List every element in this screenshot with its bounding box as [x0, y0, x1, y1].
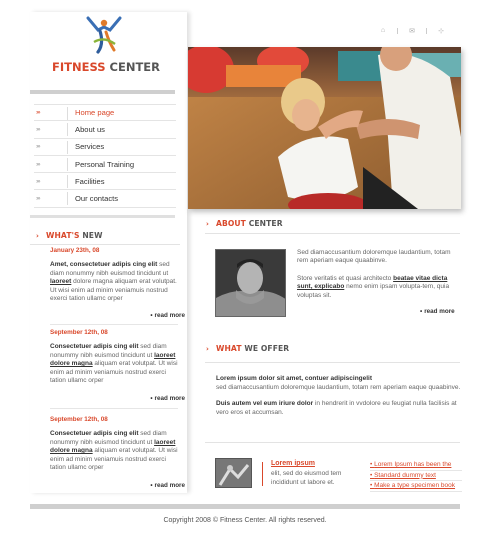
news-item: [50, 416, 182, 473]
divider: [30, 215, 175, 218]
menu-item-services[interactable]: [34, 139, 176, 156]
news-link[interactable]: laoreet dolore magna: [50, 438, 176, 455]
site-title: [30, 60, 182, 74]
arrow-icon: ›››: [36, 177, 40, 185]
arrow-icon: ›››: [36, 195, 40, 203]
divider: [205, 442, 460, 443]
promo-link[interactable]: [370, 471, 462, 482]
copyright: Copyright 2008 © Fitness Center. All rights reserved.: [163, 517, 327, 524]
bullet-icon: •: [150, 395, 153, 402]
heading-part1: WHAT'S: [46, 231, 80, 240]
read-more-link[interactable]: [150, 482, 185, 489]
bullet-icon: •: [420, 308, 423, 315]
news-link[interactable]: laoreet dolore magna: [50, 351, 176, 368]
bullet-icon: •: [370, 482, 375, 489]
menu-item-label: Our contacts: [75, 194, 119, 204]
read-more-label: read more: [154, 312, 185, 319]
news-text: aliquam erat volutpat. Ut wisi enim ad minim veniamuis nostrud exerci tation ullamc orper: [50, 360, 178, 385]
top-utility-icons: [378, 27, 446, 35]
man-portrait-photo: [216, 250, 286, 317]
news-text: sed diam nonummy nibh euismod tincidunt ut: [50, 261, 170, 277]
offer-text: [216, 375, 461, 417]
menu-item-personal-training[interactable]: [34, 156, 176, 173]
bullet-icon: •: [370, 471, 375, 479]
read-more-link[interactable]: [150, 312, 185, 319]
news-lead: Consectetuer adipis cing elit: [50, 343, 139, 350]
news-item: [50, 329, 182, 386]
divider: [30, 244, 180, 245]
offer-body: sed diamaccusantium doloremque laudantium, totam rem aperiam eaque quaabinve.: [216, 383, 461, 391]
menu-item-label: Services: [75, 142, 105, 152]
what-we-offer-heading: [206, 344, 289, 353]
arrow-icon: ›››: [36, 125, 40, 133]
site-title-part1: FITNESS: [52, 60, 106, 74]
arrow-icon: ›››: [36, 143, 40, 151]
divider: [67, 175, 68, 188]
promo-link[interactable]: [370, 481, 462, 492]
home-icon[interactable]: ⌂: [380, 27, 386, 34]
read-more-link[interactable]: [150, 395, 185, 402]
promo-link-label: Lorem Ipsum has been the: [374, 461, 452, 468]
bullet-icon: ›: [206, 220, 209, 228]
heading-part2: CENTER: [245, 219, 283, 228]
news-date: September 12th, 08: [50, 416, 108, 423]
about-text: nemo enim ipsam volupta-tem, quia voluptas sit.: [297, 283, 450, 299]
heading-part1: ABOUT: [216, 219, 246, 228]
read-more-link[interactable]: [420, 308, 455, 315]
divider: [426, 28, 427, 34]
news-text: sed diam nonummy nibh euismod tincidunt ut: [50, 343, 167, 359]
divider: [205, 362, 460, 363]
menu-item-facilities[interactable]: [34, 173, 176, 190]
menu-item-label: Facilities: [75, 176, 105, 186]
about-link[interactable]: beatae vitae dicta sunt, explicabo: [297, 274, 448, 291]
fitness-training-photo: [188, 47, 461, 209]
arrow-icon: ›››: [36, 160, 40, 168]
promo-link[interactable]: [370, 460, 462, 471]
divider: [67, 141, 68, 154]
bullet-icon: •: [370, 461, 375, 468]
offer-lead: Duis autem vel eum iriure dolor: [216, 400, 314, 408]
promo-link-label: Make a type specimen book: [374, 482, 456, 489]
bullet-icon: ›: [36, 232, 39, 240]
news-body: [50, 261, 182, 304]
whats-new-heading: [36, 231, 103, 240]
promo-thumbnail[interactable]: [215, 458, 252, 488]
news-date: September 12th, 08: [50, 329, 108, 336]
site-title-part2: CENTER: [105, 60, 160, 74]
news-item: [50, 247, 182, 304]
news-link[interactable]: laoreet: [50, 278, 72, 286]
about-text: [297, 249, 461, 300]
divider: [67, 158, 68, 171]
menu-item-contacts[interactable]: [34, 190, 176, 207]
menu-item-label: Personal Training: [75, 159, 135, 169]
main-menu: [34, 104, 176, 208]
arrow-icon: ›››: [36, 109, 40, 117]
news-text: aliquam erat volutpat. Ut wisi enim ad minim veniamuis nostrud exerci tation ullamc orper: [50, 447, 178, 472]
hero-image: [188, 47, 461, 209]
promo-title-link[interactable]: Lorem ipsum: [271, 460, 315, 467]
promo-text: elit, sed do eiusmod tem incididunt ut labore et.: [271, 470, 342, 486]
workout-photo: [216, 459, 252, 488]
news-text: dolore magna aliquam erat volutpat. Ut wisi enim ad minim veniamuis nostrud exerci tation ullamc orper: [50, 278, 177, 303]
about-center-heading: [206, 219, 283, 228]
read-more-label: read more: [154, 482, 185, 489]
mail-icon[interactable]: ✉: [409, 28, 415, 35]
logo[interactable]: [30, 12, 187, 92]
about-paragraph: [297, 275, 461, 300]
offer-body: in hendrerit in vvdolore eu feugiat nulla facilisis at vero eros et accumsan.: [216, 400, 457, 416]
divider: [50, 324, 178, 325]
divider: [67, 123, 68, 136]
read-more-label: read more: [154, 395, 185, 402]
athlete-logo-icon: [82, 14, 126, 54]
divider: [67, 192, 68, 205]
news-date: January 23th, 08: [50, 247, 100, 254]
menu-item-home[interactable]: [34, 104, 176, 121]
sitemap-icon[interactable]: ⊹: [438, 28, 444, 35]
heading-part1: WHAT: [216, 344, 242, 353]
bullet-icon: •: [150, 482, 153, 489]
menu-item-about[interactable]: [34, 121, 176, 138]
left-column: [30, 12, 187, 493]
about-text: Store veritatis et quasi architecto: [297, 274, 394, 282]
bullet-icon: •: [150, 312, 153, 319]
divider: [67, 107, 68, 120]
divider: [397, 28, 398, 34]
divider: [205, 233, 460, 234]
trainer-portrait: [215, 249, 286, 317]
heading-part2: WE OFFER: [241, 344, 290, 353]
offer-lead: Lorem ipsum dolor sit amet, contuer adipiscingelit: [216, 375, 373, 382]
offer-paragraph: [216, 375, 461, 392]
menu-item-label: Home page: [75, 108, 115, 118]
bullet-icon: ›: [206, 345, 209, 353]
divider: [30, 90, 175, 94]
offer-paragraph: [216, 400, 461, 417]
read-more-label: read more: [424, 308, 455, 315]
news-lead: Consectetuer adipis cing elit: [50, 430, 139, 437]
menu-item-label: About us: [75, 124, 105, 134]
divider: [262, 462, 263, 486]
promo-link-label: Standard dummy text: [374, 471, 436, 479]
about-paragraph: Sed diamaccusantium doloremque laudantium, totam rem aperiam eaque quaabinve.: [297, 249, 451, 265]
heading-part2: NEW: [79, 231, 103, 240]
divider: [50, 408, 178, 409]
news-text: sed diam nonummy nibh euismod tincidunt ut: [50, 430, 167, 446]
news-body: [50, 343, 182, 386]
footer-divider: [30, 504, 460, 509]
news-body: [50, 430, 182, 473]
news-lead: Amet, consectetuer adipis cing elit: [50, 261, 158, 268]
promo-links: [370, 460, 462, 492]
